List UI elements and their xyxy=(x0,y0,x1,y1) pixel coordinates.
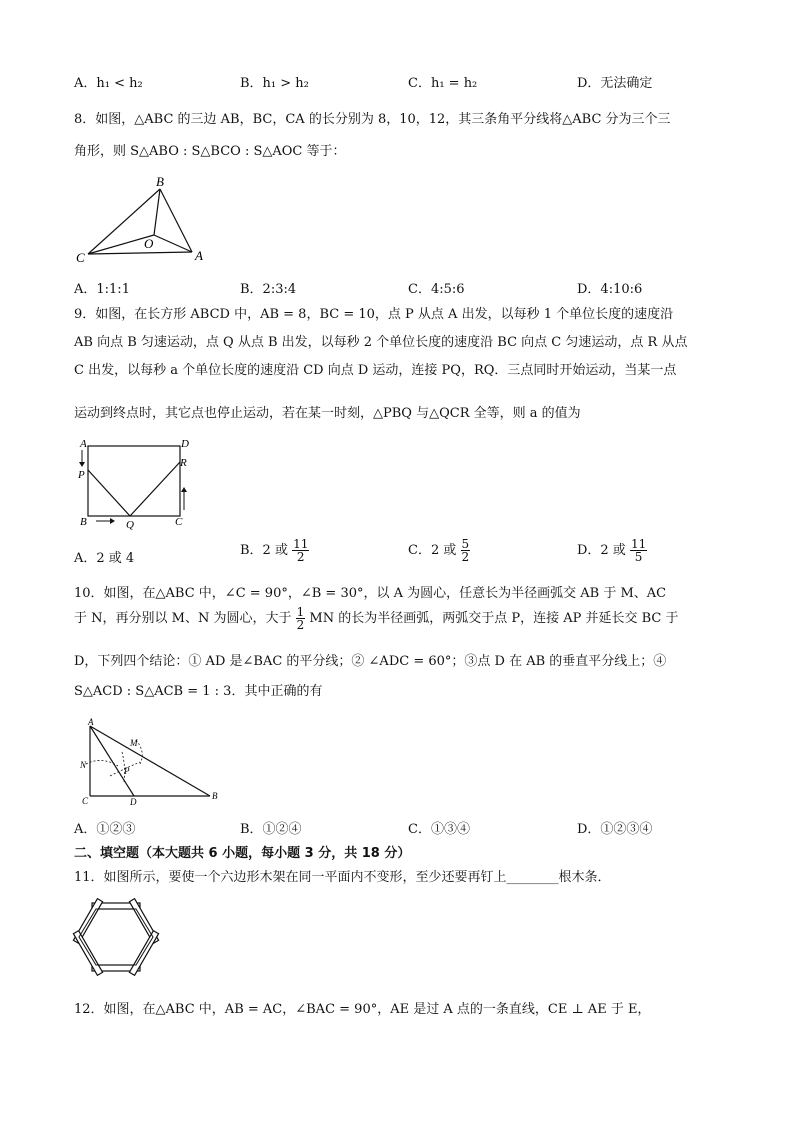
q9-text-line3: C 出发，以每秒 a 个单位长度的速度沿 CD 向点 D 运动，连接 PQ，RQ．三点同时开始运动，当某一点 xyxy=(74,363,677,378)
q9-label-c: C xyxy=(175,516,183,528)
q10-label-b: B xyxy=(212,791,218,801)
q10-text-line3: D，下列四个结论：① AD 是∠BAC 的平分线；② ∠ADC = 60°；③点 D 在 AB 的垂直平分线上；④ xyxy=(74,654,667,669)
q11-hexagon-figure xyxy=(70,894,162,982)
q10-label-m: M xyxy=(130,738,138,748)
q9-label-b: B xyxy=(80,516,87,528)
q9-label-p: P xyxy=(78,469,85,481)
q9-rectangle-figure xyxy=(74,436,199,532)
q10-label-c: C xyxy=(82,796,89,806)
q8-label-a: A xyxy=(195,248,203,263)
q10-option-a: A．①②③ xyxy=(74,822,136,837)
q7-option-d: D．无法确定 xyxy=(577,76,653,91)
q8-option-a: A．1:1:1 xyxy=(74,282,130,297)
q9-label-q: Q xyxy=(126,519,134,531)
q8-option-b: B．2:3:4 xyxy=(240,282,297,297)
q10-text-line2: 于 N，再分别以 M、N 为圆心，大于 $\frac{1}{2}$ MN 的长为半径画弧，两弧交于点 P，连接 AP 并延长交 BC 于 xyxy=(74,605,679,632)
q9-option-b: B．2 或 $\frac{11}{2}$ xyxy=(240,537,309,564)
q11-text: 11．如图所示，要使一个六边形木架在同一平面内不变形，至少还要再钉上________根木条． xyxy=(74,870,611,885)
q8-text-line1: 8．如图，△ABC 的三边 AB，BC，CA 的长分别为 8，10，12，其三条角平分线将△ABC 分为三个三 xyxy=(74,112,671,127)
section-2-title: 二、填空题（本大题共 6 小题，每小题 3 分，共 18 分） xyxy=(74,846,411,861)
q9-label-r: R xyxy=(180,457,187,469)
q9-option-d: D．2 或 $\frac{11}{5}$ xyxy=(577,537,647,564)
q10-option-d: D．①②③④ xyxy=(577,822,653,837)
q8-label-c: C xyxy=(76,250,85,264)
q7-option-c: C．h₁ = h₂ xyxy=(408,76,478,91)
q8-option-c: C．4:5:6 xyxy=(408,282,465,297)
q9-label-a: A xyxy=(80,438,87,450)
q9-text-line1: 9．如图，在长方形 ABCD 中，AB = 8，BC = 10，点 P 从点 A 出发，以每秒 1 个单位长度的速度沿 xyxy=(74,307,674,322)
q10-option-c: C．①③④ xyxy=(408,822,470,837)
q10-label-n: N xyxy=(80,760,87,770)
q8-option-d: D．4:10:6 xyxy=(577,282,643,297)
q9-text-line4: 运动到终点时，其它点也停止运动，若在某一时刻，△PBQ 与△QCR 全等，则 a 的值为 xyxy=(74,406,581,421)
q9-label-d: D xyxy=(181,438,189,450)
q10-text-line4: S△ACD : S△ACB = 1 : 3．其中正确的有 xyxy=(74,684,323,699)
q9-option-c: C．2 或 $\frac{5}{2}$ xyxy=(408,537,470,564)
q10-text-line1: 10．如图，在△ABC 中，∠C = 90°，∠B = 30°，以 A 为圆心，任意长为半径画弧交 AB 于 M、AC xyxy=(74,586,667,601)
q9-option-a: A．2 或 4 xyxy=(74,551,135,566)
q10-label-a: A xyxy=(88,717,94,727)
q10-label-p: P xyxy=(124,766,130,776)
q7-option-a: A．h₁ < h₂ xyxy=(74,76,143,91)
q8-text-line2: 角形，则 S△ABO : S△BCO : S△AOC 等于： xyxy=(74,144,346,159)
q8-label-b: B xyxy=(156,174,164,189)
q10-label-d: D xyxy=(130,797,137,807)
q9-text-line2: AB 向点 B 匀速运动，点 Q 从点 B 出发，以每秒 2 个单位长度的速度沿 BC 向点 C 匀速运动，点 R 从点 xyxy=(74,335,688,350)
q8-triangle-figure xyxy=(74,172,214,264)
q10-option-b: B．①②④ xyxy=(240,822,302,837)
q12-text: 12．如图，在△ABC 中，AB = AC，∠BAC = 90°，AE 是过 A 点的一条直线，CE ⊥ AE 于 E， xyxy=(74,1002,651,1017)
q8-label-o: O xyxy=(144,236,154,251)
q7-option-b: B．h₁ > h₂ xyxy=(240,76,309,91)
q10-triangle-figure xyxy=(74,716,229,808)
